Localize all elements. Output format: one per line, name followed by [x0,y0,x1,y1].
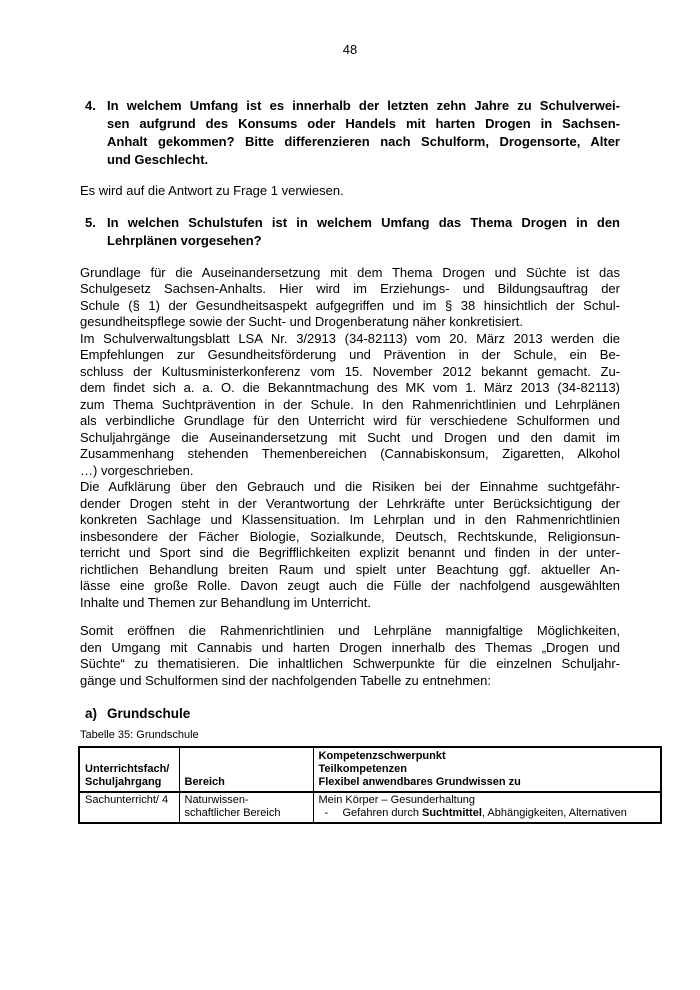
question-5-number: 5. [85,214,96,230]
summary-paragraph [80,623,620,689]
answer-4-paragraph: Es wird auf die Antwort zu Frage 1 verwiesen. [80,183,344,198]
text-line: Anhalt gekommen? Bitte differenzieren nach Schulform, Drogensorte, Alter [107,134,620,149]
text-line: sen aufgrund des Konsums oder Handels mit harten Drogen in Sachsen- [107,116,620,131]
header-cell-bereich [179,747,313,792]
text-line: insbesondere der Fächer Biologie, Sozialkunde, Deutsch, Rechtskunde, Religionsun- [80,528,620,544]
cell-text-line: Naturwissen- [184,794,249,806]
cell-unterrichtsfach [79,792,179,823]
cell-kompetenzschwerpunkt [313,792,661,823]
text-line: …) vorgeschrieben. [80,462,194,478]
page-number: 48 [342,42,358,57]
bullet-text: Gefahren durch Suchtmittel, Abhängigkeiten, Alternativen [342,807,627,819]
question-4-text [107,97,620,169]
text-line: Schuljahrgänge die Auseinandersetzung mit Sucht und Drogen und den damit im [80,429,620,445]
text-line: den Umgang mit Cannabis und harten Drogen innerhalb des Themas „Drogen und [80,639,620,655]
text-line: zum Thema Suchtprävention in der Schule. In den Rahmenrichtlinien und Lehrplänen [80,396,620,412]
text-line: Süchte“ zu thematisieren. Die inhaltlichen Schwerpunkte für die einzelnen Schuljahr- [80,656,620,671]
bullet-dash: - [324,807,329,819]
text-line: Schulgesetz Sachsen-Anhalts. Hier wird im Erziehungs- und Bildungsauftrag der [80,281,620,296]
header-text-line: Flexibel anwendbares Grundwissen zu [318,776,521,788]
bullet-line [319,807,657,820]
header-cell-kompetenzschwerpunkt [313,747,661,792]
cell-text-line: Mein Körper – Gesunderhaltung [318,794,476,806]
text-line: Lehrplänen vorgesehen? [107,232,262,248]
section-title: Grundschule [107,706,191,721]
header-text-line: Schuljahrgang [85,776,162,788]
text-line: konkreten Sachlage und Klassensituation. Im Lehrplan und in den Rahmenrichtlinien [80,512,620,527]
text-column [80,0,627,824]
text-line: Somit eröffnen die Rahmenrichtlinien und Lehrpläne mannigfaltige Möglichkeiten, [80,623,620,638]
question-5 [85,214,620,250]
header-text-line: Bereich [184,776,225,788]
text-line: dem findet sich a. a. O. die Bekanntmachung des MK vom 1. März 2013 (34-82113) [80,380,620,395]
text-line: gesundheitspflege sowie der Sucht- und Drogenberatung näher konkretisiert. [80,314,523,329]
question-5-text [107,214,620,250]
question-4-number: 4. [85,98,96,113]
cell-text-line: Sachunterricht/ 4 [85,794,169,806]
question-4 [85,97,620,169]
section-heading-grundschule [85,705,620,722]
cell-text-line: schaftlicher Bereich [184,807,281,819]
header-text-line: Teilkompetenzen [318,763,407,775]
text-line: und Geschlecht. [107,152,209,167]
grundschule-curriculum-table [78,746,662,824]
text-line: Empfehlungen zur Gesundheitsförderung und Prävention in der Schule, ein Be- [80,347,620,362]
header-text-line: Unterrichtsfach/ [85,763,170,775]
table-caption: Tabelle 35: Grundschule [80,729,199,741]
header-text-line: Kompetenzschwerpunkt [318,750,446,762]
section-label: a) [85,706,98,721]
text-line: Im Schulverwaltungsblatt LSA Nr. 3/2913 (34-82113) vom 20. März 2013 werden die [80,330,620,346]
text-line: richtlichen Behandlung breiten Raum und spielt unter Beachtung ggf. aktueller An- [80,561,620,577]
text-line: gänge und Schulformen sind der nachfolgenden Tabelle zu entnehmen: [80,672,492,688]
bold-term: Suchtmittel [422,807,482,819]
text-line: In welchen Schulstufen ist in welchem Umfang das Thema Drogen in den [107,214,620,230]
text-line: dender Drogen steht in der Verantwortung der Lehrkräfte unter Berücksichtigung der [80,495,620,511]
text-line: Zusammenhang stehenden Themenbereichen (Cannabiskonsum, Zigaretten, Alkohol [80,446,620,461]
text-line: lässe eine große Rolle. Davon zeugt auch die Fülle der nachfolgend ausgewählten [80,578,620,593]
text-line: als verbindliche Grundlage für den Unterricht wird für verschiedene Schulformen und [80,413,620,428]
table-header-row [79,747,661,792]
cell-bereich [179,792,313,823]
text-line: schluss der Kultusministerkonferenz vom 15. November 2012 bekannt gemacht. Zu- [80,363,620,379]
text-line: Grundlage für die Auseinandersetzung mit dem Thema Drogen und Süchte ist das [80,264,620,280]
text-line: Schule (§ 1) der Gesundheitsaspekt aufgegriffen und im § 38 hinsichtlich der Schul- [80,297,620,313]
answer-5-body [80,265,620,612]
text-line: Inhalte und Themen zur Behandlung im Unterricht. [80,594,371,610]
header-cell-unterrichtsfach [79,747,179,792]
text-line: Die Aufklärung über den Gebrauch und die Risiken bei der Einnahme suchtgefähr- [80,479,620,494]
text-line: In welchem Umfang ist es innerhalb der letzten zehn Jahre zu Schulverwei- [107,98,620,113]
text-line: terricht und Sport sind die Begrifflichkeiten explizit benannt und finden in der unter- [80,545,620,560]
table-row [79,792,661,823]
